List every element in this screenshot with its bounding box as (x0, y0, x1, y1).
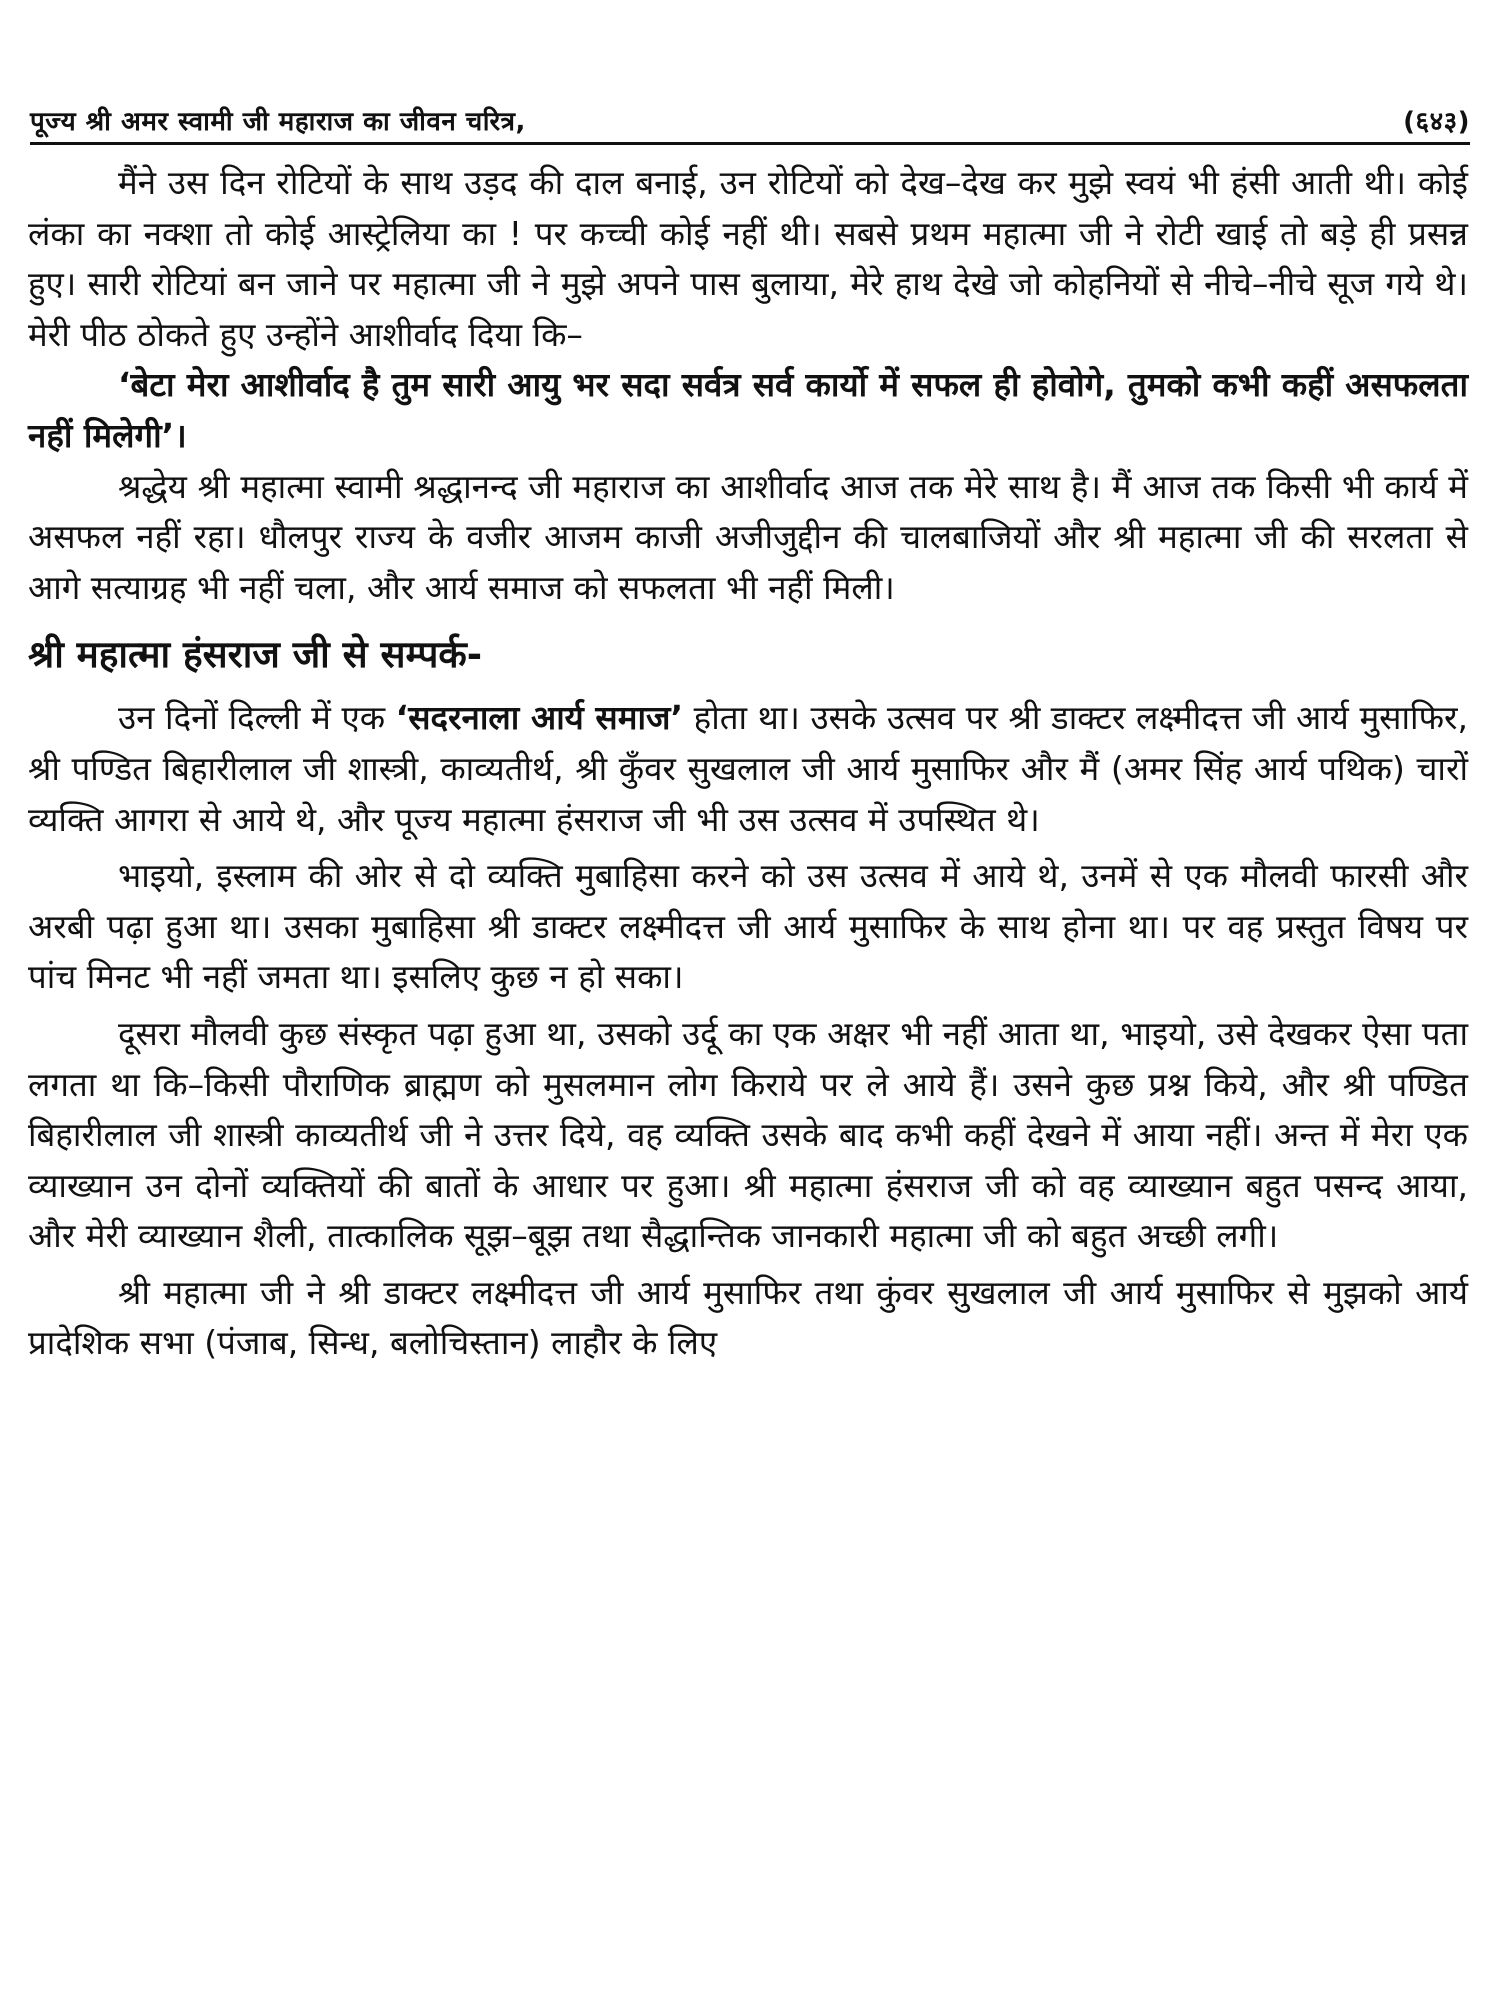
section-paragraph-3: दूसरा मौलवी कुछ संस्कृत पढ़ा हुआ था, उसको उर्दू का एक अक्षर भी नहीं आता था, भाइयो, उसे देखकर ऐसा पता लगता था कि–किसी पौराणिक ब्राह्मण को मुसलमान लोग किराये पर ले आये हैं। उसने कुछ प्रश्न किये, और श्री पण्डित बिहारीलाल जी शास्त्री काव्यतीर्थ जी ने उत्तर दिये, वह व्यक्ति उसके बाद कभी कहीं देखने में आया नहीं। अन्त में मेरा एक व्याख्यान उन दोनों व्यक्तियों की बातों के आधार पर हुआ। श्री महात्मा हंसराज जी को वह व्याख्यान बहुत पसन्द आया, और मेरी व्याख्यान शैली, तात्कालिक सूझ–बूझ तथा सैद्धान्तिक जानकारी महात्मा जी को बहुत अच्छी लगी। (28, 1013, 1468, 1256)
running-title: पूज्य श्री अमर स्वामी जी महाराज का जीवन चरित्र, (30, 107, 526, 137)
sadarnala-arya-samaj: ‘सदरनाला आर्य समाज’ (395, 698, 684, 738)
paragraph-2: श्रद्धेय श्री महात्मा स्वामी श्रद्धानन्द जी महाराज का आशीर्वाद आज तक मेरे साथ है। मैं आज तक किसी भी कार्य में असफल नहीं रहा। धौलपुर राज्य के वजीर आजम काजी अजीजुद्दीन की चालबाजियों और श्री महात्मा जी की सरलता से आगे सत्याग्रह भी नहीं चला, और आर्य समाज को सफलता भी नहीं मिली। (28, 466, 1468, 607)
header-rule (30, 142, 1470, 145)
paragraph-1: मैंने उस दिन रोटियों के साथ उड़द की दाल बनाई, उन रोटियों को देख–देख कर मुझे स्वयं भी हंसी आती थी। कोई लंका का नक्शा तो कोई आस्ट्रेलिया का ! पर कच्ची कोई नहीं थी। सबसे प्रथम महात्मा जी ने रोटी खाई तो बड़े ही प्रसन्न हुए। सारी रोटियां बन जाने पर महात्मा जी ने मुझे अपने पास बुलाया, मेरे हाथ देखे जो कोहनियों से नीचे–नीचे सूज गये थे। मेरी पीठ ठोकते हुए उन्होंने आशीर्वाद दिया कि– (28, 163, 1468, 354)
page-body (28, 158, 1468, 1369)
section-paragraph-2: भाइयो, इस्लाम की ओर से दो व्यक्ति मुबाहिसा करने को उस उत्सव में आये थे, उनमें से एक मौलवी फारसी और अरबी पढ़ा हुआ था। उसका मुबाहिसा श्री डाक्टर लक्ष्मीदत्त जी आर्य मुसाफिर के साथ होना था। पर वह प्रस्तुत विषय पर पांच मिनट भी नहीं जमता था। इसलिए कुछ न हो सका। (28, 856, 1468, 997)
page-number: (६४३) (1403, 107, 1470, 137)
section-paragraph-1-start: उन दिनों दिल्ली में एक (118, 698, 396, 738)
section-paragraph-4: श्री महात्मा जी ने श्री डाक्टर लक्ष्मीदत्त जी आर्य मुसाफिर तथा कुंवर सुखलाल जी आर्य मुसाफिर से मुझको आर्य प्रादेशिक सभा (पंजाब, सिन्ध, बलोचिस्तान) लाहौर के लिए (28, 1272, 1468, 1363)
blessing-quote: ‘बेटा मेरा आशीर्वाद है तुम सारी आयु भर सदा सर्वत्र सर्व कार्यो में सफल ही होवोगे, तुमको कभी कहीं असफलता नहीं मिलेगी’। (28, 365, 1468, 455)
section-heading: श्री महात्मा हंसराज जी से सम्पर्क- (28, 633, 483, 677)
section-paragraph-1 (28, 693, 1468, 845)
section-paragraph-1-end: होता था। उसके उत्सव पर श्री डाक्टर लक्ष्मीदत्त जी आर्य मुसाफिर, श्री पण्डित बिहारीलाल जी शास्त्री, काव्यतीर्थ, श्री कुँवर सुखलाल जी आर्य मुसाफिर और मैं (अमर सिंह आर्य पथिक) चारों व्यक्ति आगरा से आये थे, और पूज्य महात्मा हंसराज जी भी उस उत्सव में उपस्थित थे। (28, 698, 1469, 839)
running-header (30, 102, 1470, 138)
